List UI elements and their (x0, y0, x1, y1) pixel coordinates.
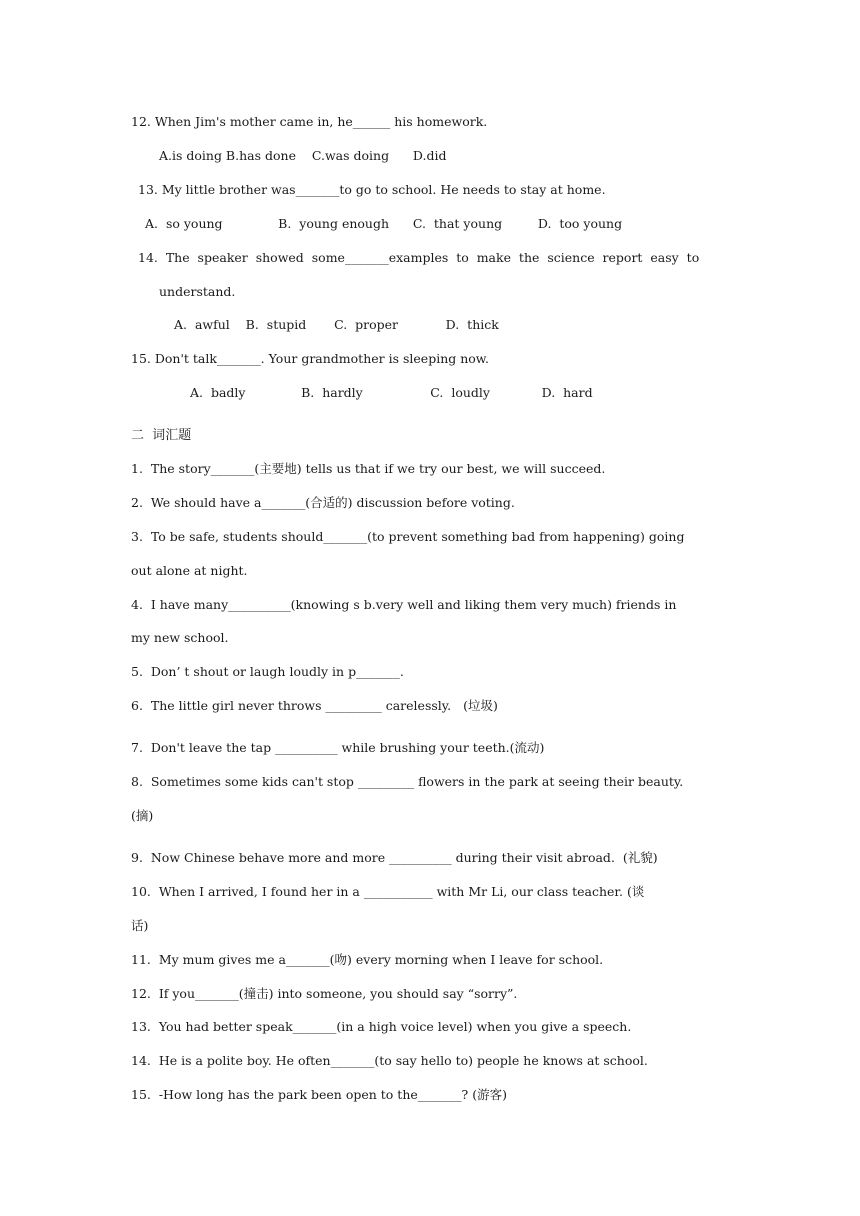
question-13-stem: 13. My little brother was_______to go to school. He needs to stay at home. (138, 182, 606, 197)
vocab-8-cont: (摘) (131, 808, 154, 823)
vocab-4: 4. I have many__________(knowing s b.very well and liking them very much) friends in (131, 597, 677, 612)
vocab-11: 11. My mum gives me a_______(吻) every morning when I leave for school. (131, 952, 604, 967)
vocab-15: 15. -How long has the park been open to the_______? (游客) (131, 1087, 507, 1102)
vocab-6: 6. The little girl never throws _________ carelessly. (垃圾) (131, 698, 498, 713)
question-12-stem: 12. When Jim's mother came in, he______ his homework. (131, 114, 488, 129)
vocab-10-cont: 话) (131, 918, 149, 933)
question-12-options: A.is doing B.has done C.was doing D.did (159, 148, 447, 163)
question-15-stem: 15. Don't talk_______. Your grandmother is sleeping now. (131, 351, 489, 366)
vocab-13: 13. You had better speak_______(in a high voice level) when you give a speech. (131, 1019, 632, 1034)
vocab-1: 1. The story_______(主要地) tells us that if we try our best, we will succeed. (131, 461, 606, 476)
vocab-14: 14. He is a polite boy. He often_______(to say hello to) people he knows at school. (131, 1053, 648, 1068)
question-14-stem-cont: understand. (159, 284, 236, 299)
question-14-options: A. awful B. stupid C. proper D. thick (174, 317, 499, 332)
vocab-3-cont: out alone at night. (131, 563, 248, 578)
vocab-10: 10. When I arrived, I found her in a ___________ with Mr Li, our class teacher. (谈 (131, 884, 645, 899)
vocab-12: 12. If you_______(撞击) into someone, you should say “sorry”. (131, 986, 518, 1001)
question-15-options: A. badly B. hardly C. loudly D. hard (190, 385, 593, 400)
vocab-4-cont: my new school. (131, 630, 229, 645)
section-title: 二 词汇题 (131, 428, 192, 443)
vocab-7: 7. Don't leave the tap __________ while brushing your teeth.(流动) (131, 740, 545, 755)
vocab-9: 9. Now Chinese behave more and more __________ during their visit abroad. (礼貌) (131, 850, 658, 865)
question-14-stem: 14. The speaker showed some_______examples to make the science report easy to (138, 250, 700, 265)
vocab-3: 3. To be safe, students should_______(to prevent something bad from happening) going (131, 529, 685, 544)
vocab-8: 8. Sometimes some kids can't stop _________ flowers in the park at seeing their beauty. (131, 774, 684, 789)
vocab-2: 2. We should have a_______(合适的) discussion before voting. (131, 495, 515, 510)
vocab-5: 5. Don’ t shout or laugh loudly in p_______. (131, 664, 404, 679)
question-13-options: A. so young B. young enough C. that young D. too young (145, 216, 623, 231)
